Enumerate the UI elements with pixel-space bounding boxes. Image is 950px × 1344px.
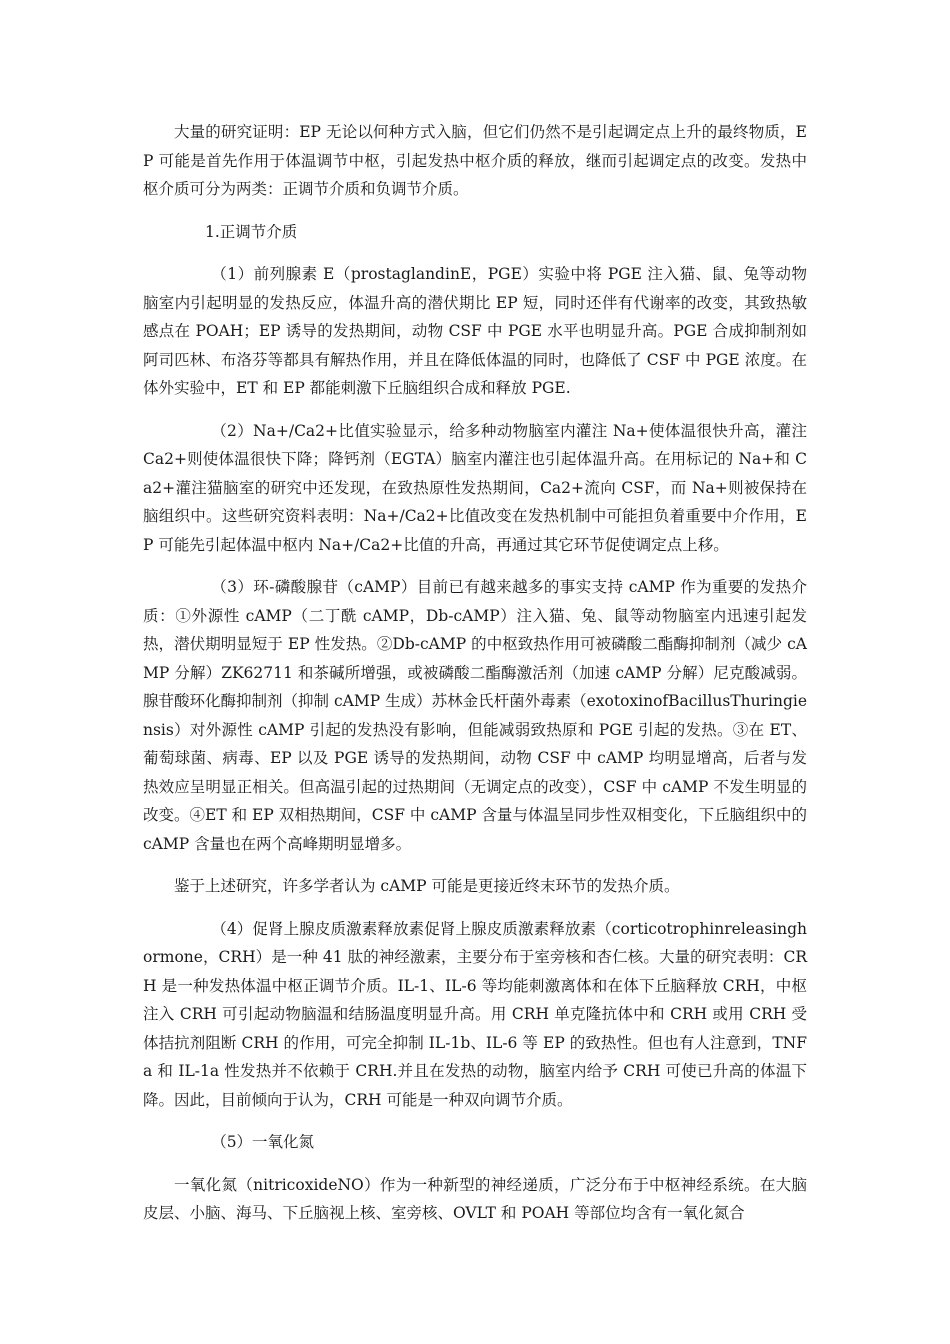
paragraph-camp: （3）环-磷酸腺苷（cAMP）目前已有越来越多的事实支持 cAMP 作为重要的发热介质：①外源性 cAMP（二丁酰 cAMP，Db-cAMP）注入猫、兔、鼠等动物脑室内迅速引起发热，潜伏期明显短于 EP 性发热。②Db-cAMP 的中枢致热作用可被磷酸二酯酶抑制剂（减少 cAMP 分解）ZK62711 和茶碱所增强，或被磷酸二酯酶激活剂（加速 cAMP 分解）尼克酸减弱。腺苷酸环化酶抑制剂（抑制 cAMP 生成）苏林金氏杆菌外毒素（exotoxinofBacillusThuringiensis）对外源性 cAMP 引起的发热没有影响，但能减弱致热原和 PGE 引起的发热。③在 ET、葡萄球菌、病毒、EP 以及 PGE 诱导的发热期间，动物 CSF 中 cAMP 均明显增高，后者与发热效应呈明显正相关。但高温引起的过热期间（无调定点的改变），CSF 中 cAMP 不发生明显的改变。④ET 和 EP 双相热期间，CSF 中 cAMP 含量与体温呈同步性双相变化，下丘脑组织中的 cAMP 含量也在两个高峰期明显增多。	[143, 578, 807, 853]
paragraph-na-ca-ratio: （2）Na+/Ca2+比值实验显示，给多种动物脑室内灌注 Na+使体温很快升高，灌注 Ca2+则使体温很快下降；降钙剂（EGTA）脑室内灌注也引起体温升高。在用标记的 Na+和 Ca2+灌注猫脑室的研究中还发现，在致热原性发热期间，Ca2+流向 CSF，而 Na+则被保持在脑组织中。这些研究资料表明：Na+/Ca2+比值改变在发热机制中可能担负着重要中介作用，EP 可能先引起体温中枢内 Na+/Ca2+比值的升高，再通过其它环节促使调定点上移。	[143, 421, 807, 554]
paragraph-camp-conclusion: 鉴于上述研究，许多学者认为 cAMP 可能是更接近终末环节的发热介质。	[174, 877, 680, 895]
section-heading-positive-mediators: 1.正调节介质	[205, 222, 298, 241]
document-body	[143, 118, 807, 1242]
paragraph-intro: 大量的研究证明：EP 无论以何种方式入脑，但它们仍然不是引起调定点上升的最终物质，EP 可能是首先作用于体温调节中枢，引起发热中枢介质的释放，继而引起调定点的改变。发热中枢介质可分为两类：正调节介质和负调节介质。	[143, 123, 807, 198]
paragraph-pge: （1）前列腺素 E（prostaglandinE，PGE）实验中将 PGE 注入猫、鼠、兔等动物脑室内引起明显的发热反应，体温升高的潜伏期比 EP 短，同时还伴有代谢率的改变，其致热敏感点在 POAH；EP 诱导的发热期间，动物 CSF 中 PGE 水平也明显升高。PGE 合成抑制剂如阿司匹林、布洛芬等都具有解热作用，并且在降低体温的同时，也降低了 CSF 中 PGE 浓度。在体外实验中，ET 和 EP 都能刺激下丘脑组织合成和释放 PGE.	[143, 265, 807, 397]
paragraph-nitric-oxide: 一氧化氮（nitricoxideNO）作为一种新型的神经递质，广泛分布于中枢神经系统。在大脑皮层、小脑、海马、下丘脑视上核、室旁核、OVLT 和 POAH 等部位均含有一氧化氮合	[143, 1175, 807, 1222]
subheading-nitric-oxide: （5）一氧化氮	[211, 1133, 315, 1151]
paragraph-crh: （4）促肾上腺皮质激素释放素促肾上腺皮质激素释放素（corticotrophinreleasinghormone，CRH）是一种 41 肽的神经激素，主要分布于室旁核和杏仁核。大量的研究表明：CRH 是一种发热体温中枢正调节介质。IL-1、IL-6 等均能刺激离体和在体下丘脑释放 CRH，中枢注入 CRH 可引起动物脑温和结肠温度明显升高。用 CRH 单克隆抗体中和 CRH 或用 CRH 受体拮抗剂阻断 CRH 的作用，可完全抑制 IL-1b、IL-6 等 EP 的致热性。但也有人注意到，TNFa 和 IL-1a 性发热并不依赖于 CRH.并且在发热的动物，脑室内给予 CRH 可使已升高的体温下降。因此，目前倾向于认为，CRH 可能是一种双向调节介质。	[143, 919, 807, 1109]
